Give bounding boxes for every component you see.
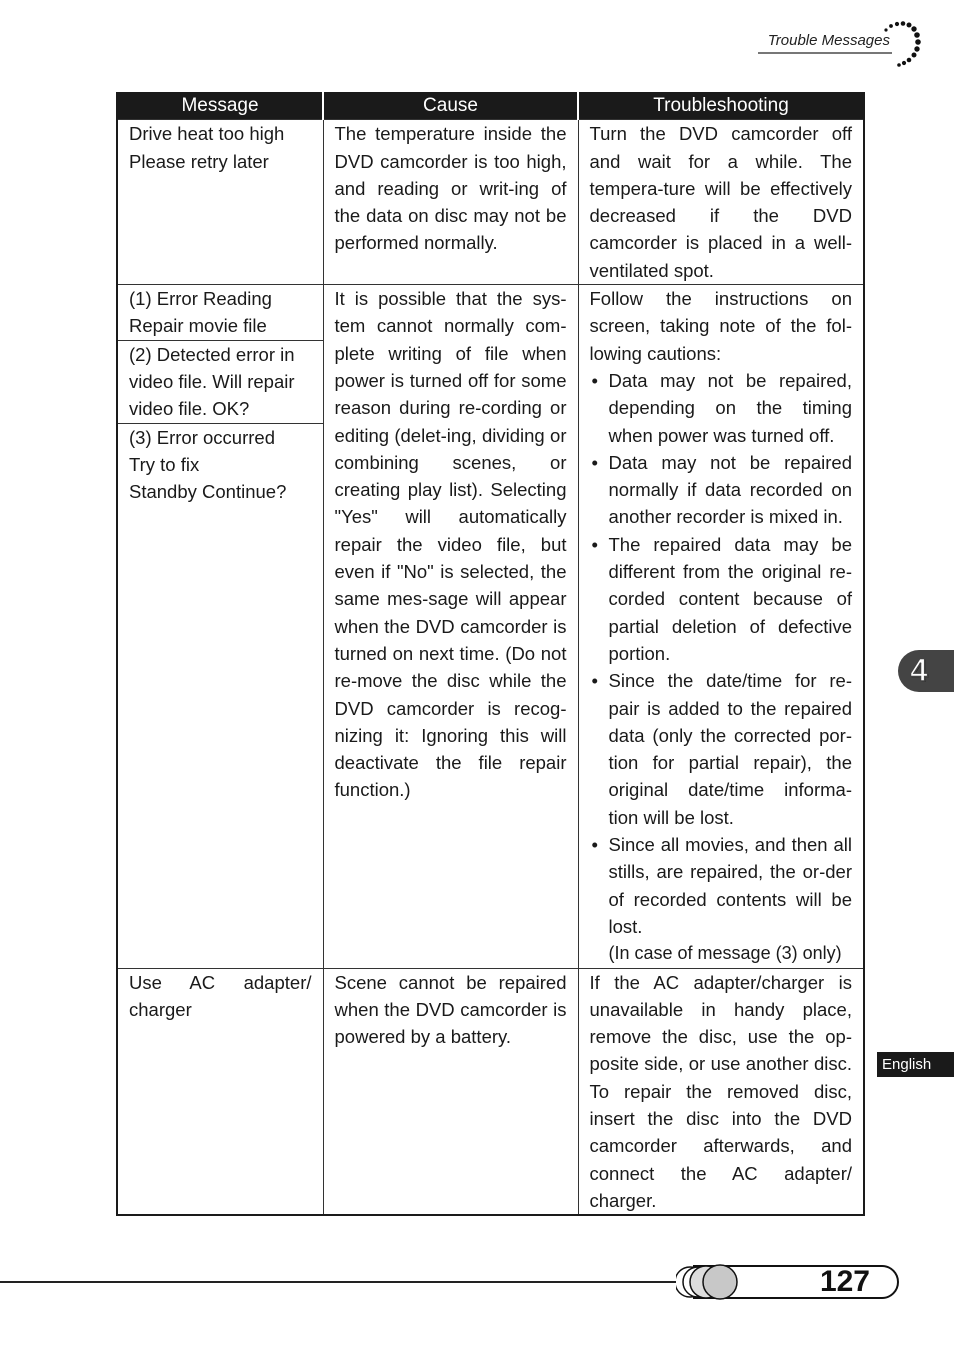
message-text: (3) Error occurred Try to fix Standby Continue? — [129, 426, 287, 503]
page-number-badge — [676, 1264, 900, 1300]
trouble-messages-table — [116, 92, 865, 1216]
chapter-tab — [898, 650, 954, 692]
message-text: Drive heat too high Please retry later — [129, 123, 285, 172]
troubleshooting-cell: Turn the DVD camcorder off and wait for a while. The tempera-ture will be effectively decreased if the DVD camcorder is placed in a well-ventilated spot. — [578, 120, 864, 285]
list-item: • Since all movies, and then all stills, are repaired, the or-der of recorded contents will be lost. — [590, 831, 853, 940]
cause-cell: The temperature inside the DVD camcorder is too high, and reading or writ-ing of the data on disc may not be performed normally. — [323, 120, 578, 285]
list-item: • Since the date/time for re-pair is added to the repaired data (only the corrected por-tion for partial repair), the original date/time informa-tion will be lost. — [590, 667, 853, 831]
list-item: • Data may not be repaired normally if data recorded on another recorder is mixed in. — [590, 449, 853, 531]
column-header-message: Message — [117, 92, 323, 120]
table-row — [117, 285, 864, 968]
column-header-cause: Cause — [323, 92, 578, 120]
cause-cell: Scene cannot be repaired when the DVD camcorder is powered by a battery. — [323, 968, 578, 1215]
message-text: (2) Detected error in video file. Will repair video file. OK? — [118, 341, 323, 424]
header-rule — [758, 52, 892, 54]
message-cell — [117, 285, 323, 968]
troubleshooting-note: (In case of message (3) only) — [608, 943, 842, 964]
page-number: 127 — [819, 1265, 870, 1298]
list-item: • Data may not be repaired, depending on the timing when power was turned off. — [590, 367, 853, 449]
cautions-list — [590, 367, 853, 940]
chapter-number: 4 — [910, 652, 928, 688]
table-row — [117, 120, 864, 285]
table-header-row — [117, 92, 864, 120]
language-tab: English — [877, 1052, 954, 1077]
loading-dots-icon — [874, 18, 924, 70]
troubleshooting-cell: If the AC adapter/charger is unavailable in handy place, remove the disc, use the op-posite side, or use another disc. To repair the removed disc, insert the disc into the DVD camcorder afterwards, and connect the AC adapter/ charger. — [578, 968, 864, 1215]
column-header-troubleshooting: Troubleshooting — [578, 92, 864, 120]
table-row — [117, 968, 864, 1215]
message-cell — [117, 120, 323, 285]
list-item: • The repaired data may be different from the original re-corded content because of partial deletion of defective portion. — [590, 531, 853, 667]
troubleshooting-intro: Follow the instructions on screen, taking note of the fol-lowing cautions: — [589, 288, 852, 364]
message-text: (1) Error Reading Repair movie file — [118, 285, 323, 341]
footer-rule — [0, 1281, 700, 1283]
section-title: Trouble Messages — [767, 32, 890, 49]
message-cell: Use AC adapter/ charger — [117, 968, 323, 1215]
cause-cell: It is possible that the sys-tem cannot normally com-plete writing of file when power is turned off for some reason during re-cording or editing (delet-ing, dividing or combining scenes, or creating play list). Selecting "Yes" will automatically repair the video file, but even if "No" is selected, the same mes-sage will appear when the DVD camcorder is turned on next time. (Do not re-move the disc while the DVD camcorder is recog-nizing it: Ignoring this will deactivate the file repair function.) — [323, 285, 578, 968]
troubleshooting-cell — [578, 285, 864, 968]
